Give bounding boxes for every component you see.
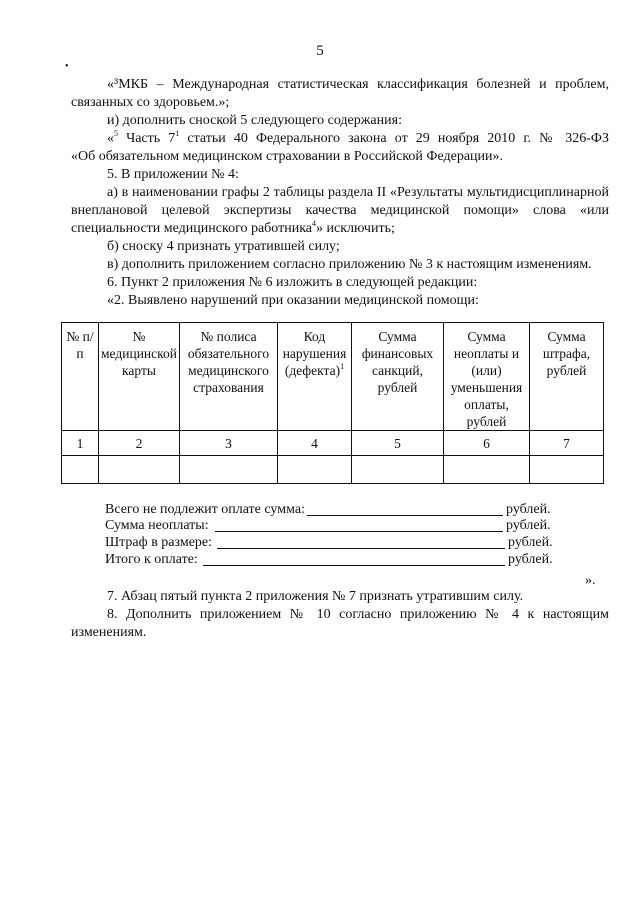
table-cell-empty [352, 456, 444, 484]
table-cell: 2 [99, 431, 180, 456]
paragraph-item5a-line2: внеплановой целевой экспертизы качества медицинской помощи» слова «или [71, 203, 609, 218]
table-numbering-row [62, 431, 604, 456]
paragraph-item5c: в) дополнить приложением согласно приложению № 3 к настоящим изменениям. [107, 257, 592, 272]
footnote-5-marker: 5 [114, 129, 118, 138]
footnote-1-marker: 1 [340, 362, 345, 371]
table-cell-empty [62, 456, 99, 484]
paragraph-footnote5-intro: и) дополнить сноской 5 следующего содержания: [107, 113, 402, 128]
closing-quote: ». [585, 573, 596, 588]
table-cell-empty [530, 456, 604, 484]
footnote-4-marker: 4 [312, 219, 317, 228]
page-number: 5 [316, 43, 324, 59]
table-cell-empty [278, 456, 352, 484]
table-cell-empty [99, 456, 180, 484]
total-unit: рублей. [508, 552, 553, 567]
table-cell: 6 [444, 431, 530, 456]
fine-unit: рублей. [508, 535, 553, 550]
table-cell: 3 [180, 431, 278, 456]
paragraph-item5a-line1: а) в наименовании графы 2 таблицы раздела II «Результаты мультидисциплинарной [107, 185, 609, 200]
paragraph-item8-line1: 8. Дополнить приложением № 10 согласно приложению № 4 к настоящим [107, 607, 609, 622]
table-cell: 5 [352, 431, 444, 456]
column-header-code: Код нарушения (дефекта)$^1$ [278, 323, 352, 431]
table-empty-row [62, 456, 604, 484]
column-header-nonpayment: Сумма неоплаты и (или) уменьшения оплаты, рублей [444, 323, 530, 431]
violations-table [61, 322, 604, 484]
paragraph-mkb-line1: «³МКБ – Международная статистическая классификация болезней и проблем, [107, 77, 609, 92]
paragraph-item5a-line3: специальности медицинского работника$^4$» исключить; [71, 219, 395, 236]
table-cell-empty [180, 456, 278, 484]
superscript-1: 1 [175, 129, 180, 138]
paragraph-footnote5-line1: «$^5$ Часть $7^1$ статьи 40 Федерального закона от 29 ноября 2010 г. № 326-ФЗ [107, 129, 609, 146]
nonpayment-label: Сумма неоплаты: [105, 518, 209, 533]
scan-dot: • [65, 61, 69, 72]
not-payable-unit: рублей. [506, 502, 551, 517]
paragraph-item6: 6. Пункт 2 приложения № 6 изложить в следующей редакции: [107, 275, 478, 290]
column-header-number: № п/п [62, 323, 99, 431]
table-cell-empty [444, 456, 530, 484]
not-payable-blank [307, 515, 503, 516]
paragraph-item5-heading: 5. В приложении № 4: [107, 167, 239, 182]
paragraph-item5b: б) сноску 4 признать утратившей силу; [107, 239, 340, 254]
table-header-row [62, 323, 604, 431]
not-payable-label: Всего не подлежит оплате сумма: [105, 502, 305, 517]
fine-blank [217, 548, 505, 549]
table-cell: 1 [62, 431, 99, 456]
paragraph-mkb-line2: связанных со здоровьем.»; [71, 95, 230, 110]
fine-label: Штраф в размере: [105, 535, 213, 550]
column-header-sanctions: Сумма финансовых санкций, рублей [352, 323, 444, 431]
nonpayment-unit: рублей. [506, 518, 551, 533]
column-header-policy: № полиса обязательного медицинского страхования [180, 323, 278, 431]
column-header-fine: Сумма штрафа, рублей [530, 323, 604, 431]
paragraph-item7: 7. Абзац пятый пункта 2 приложения № 7 признать утратившим силу. [107, 589, 524, 604]
column-header-card: № медицинской карты [99, 323, 180, 431]
paragraph-footnote5-line2: «Об обязательном медицинском страховании в Российской Федерации». [71, 149, 504, 164]
nonpayment-blank [215, 531, 503, 532]
total-blank [203, 565, 505, 566]
paragraph-item6-quote: «2. Выявлено нарушений при оказании медицинской помощи: [107, 293, 479, 308]
table-cell: 7 [530, 431, 604, 456]
paragraph-item8-line2: изменениям. [71, 625, 147, 640]
table-cell: 4 [278, 431, 352, 456]
total-label: Итого к оплате: [105, 552, 198, 567]
